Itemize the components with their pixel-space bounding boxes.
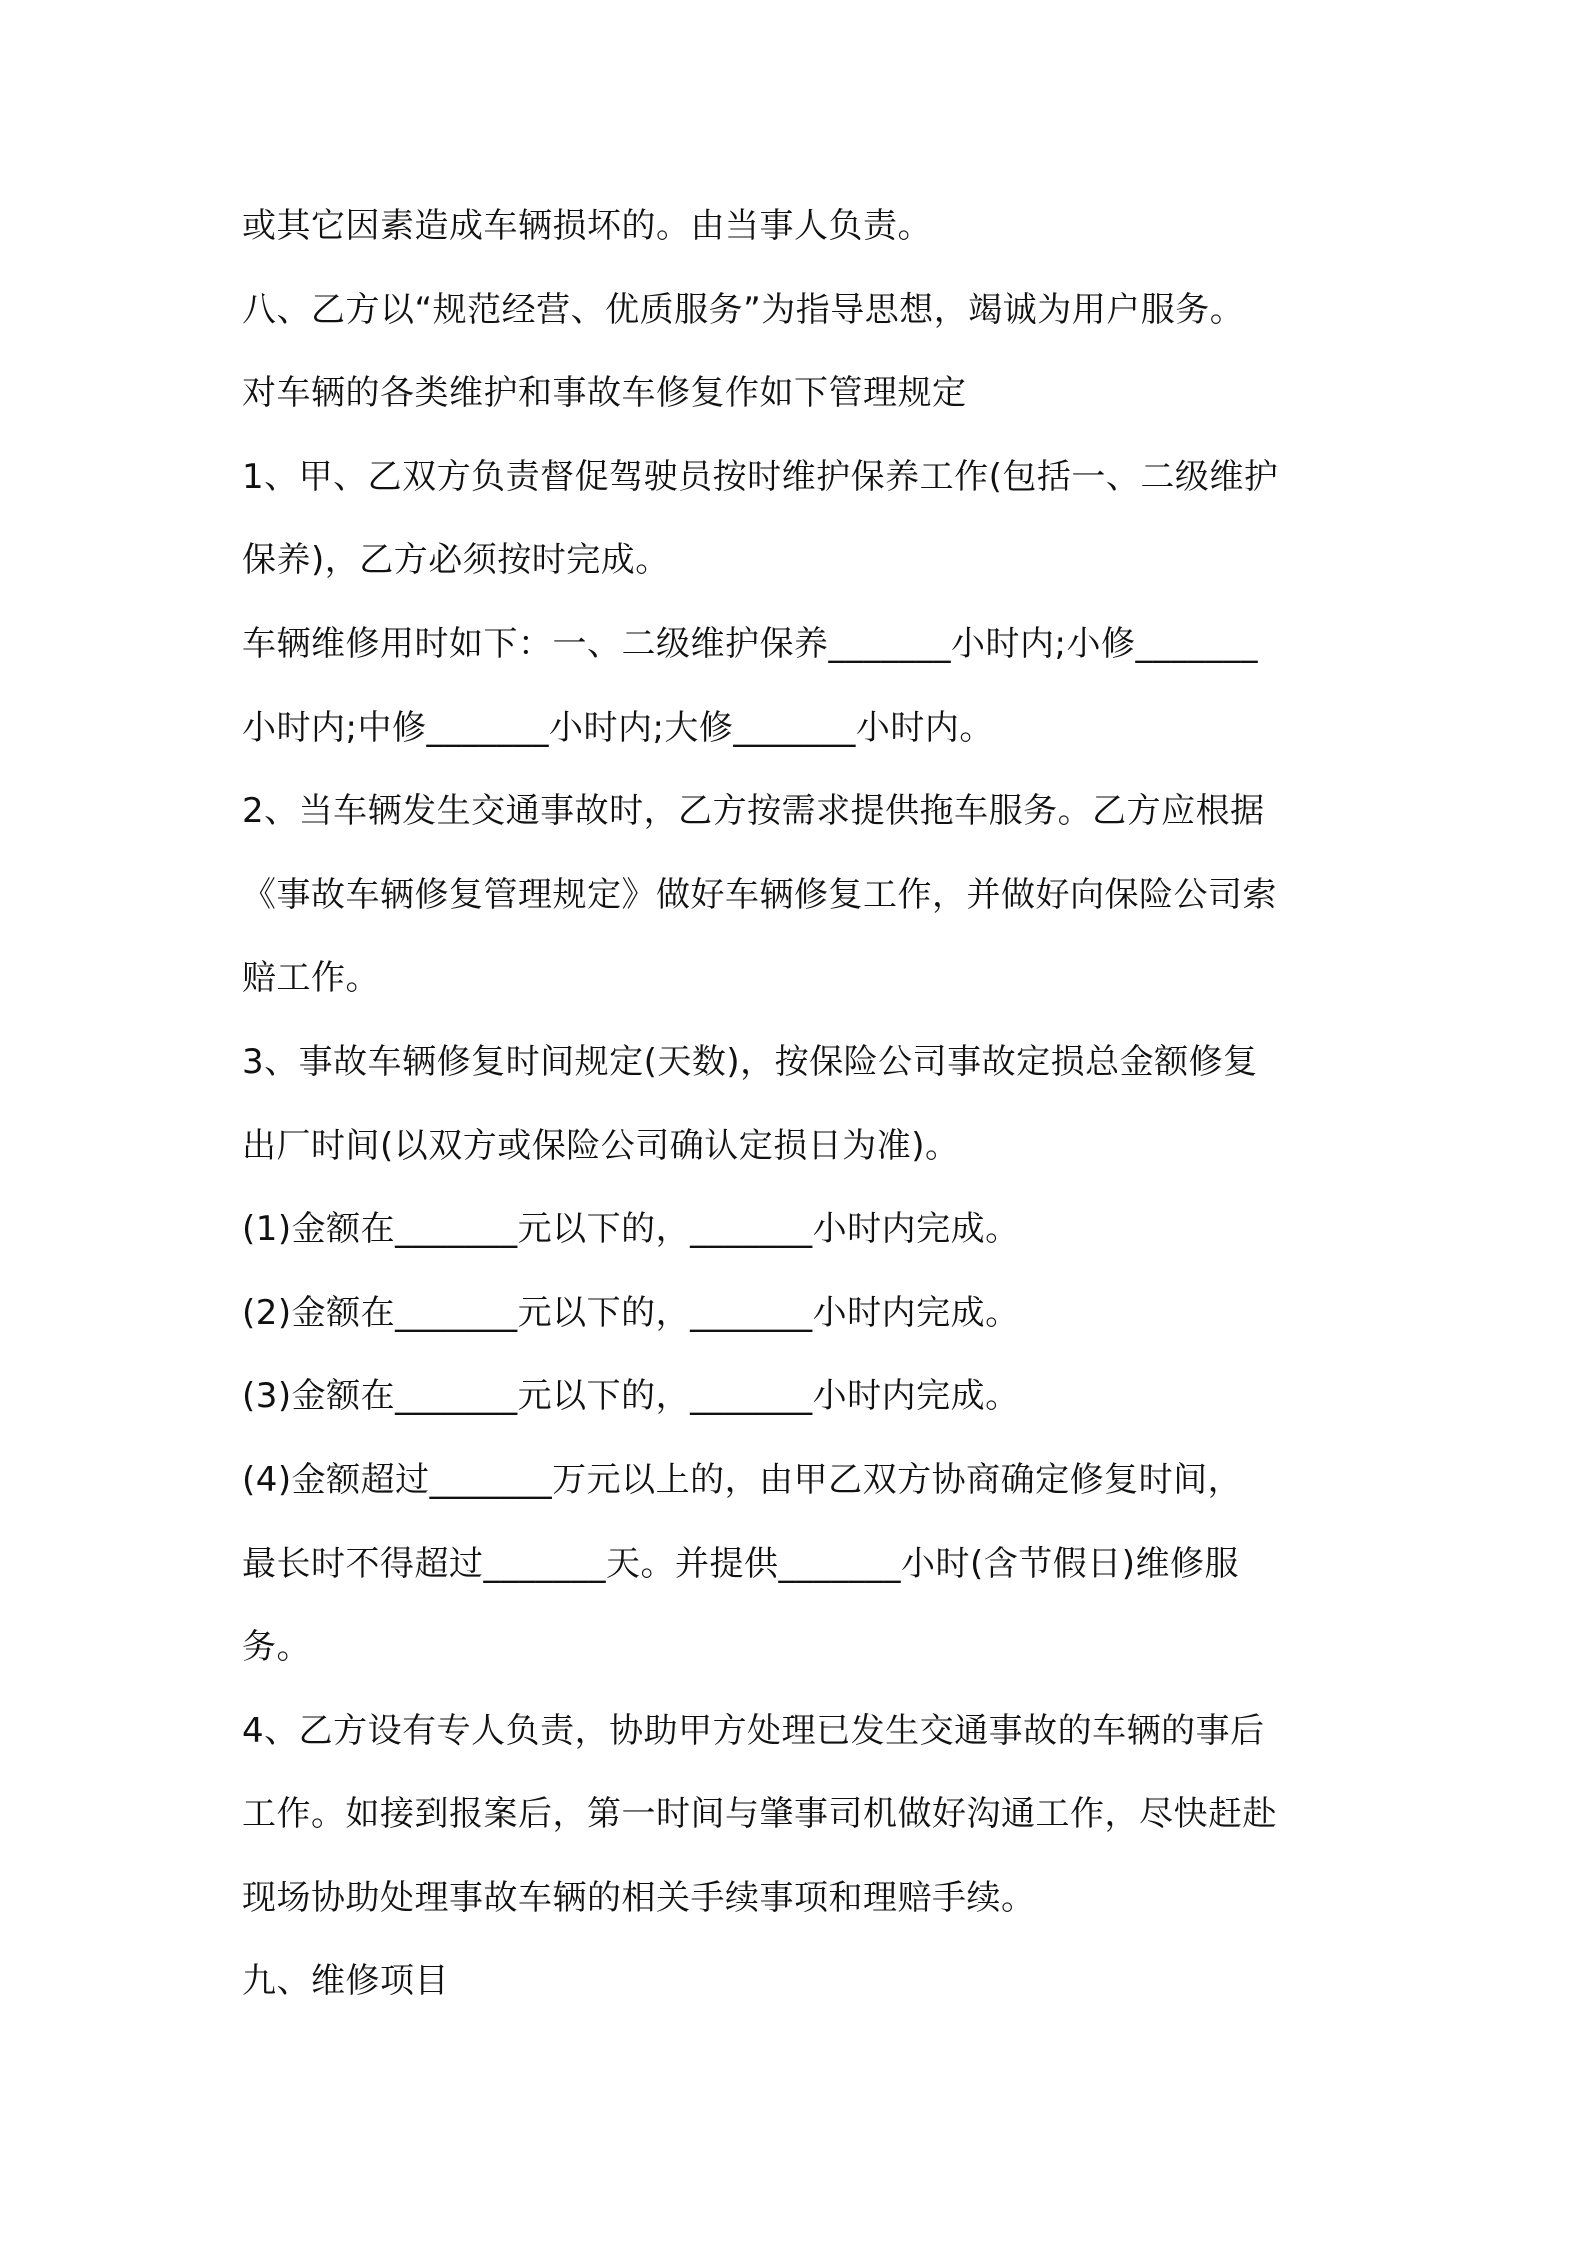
text-line: 最长时不得超过_______天。并提供_______小时(含节假日)维修服 <box>242 1543 1240 1584</box>
section-heading-9: 九、维修项目 <box>242 1961 449 2002</box>
clause-3: 3、事故车辆修复时间规定(天数)，按保险公司事故定损总金额修复 <box>242 1041 1258 1082</box>
sub-item-2: (2)金额在_______元以下的，_______小时内完成。 <box>242 1292 1020 1333</box>
text-line: 《事故车辆修复管理规定》做好车辆修复工作，并做好向保险公司索 <box>242 874 1277 915</box>
document-body <box>242 185 1362 2024</box>
text-line: 现场协助处理事故车辆的相关手续事项和理赔手续。 <box>242 1877 1036 1918</box>
text-line: 车辆维修用时如下：一、二级维护保养_______小时内;小修_______ <box>242 623 1258 664</box>
sub-item-4: (4)金额超过_______万元以上的，由甲乙双方协商确定修复时间， <box>242 1459 1243 1500</box>
sub-item-3: (3)金额在_______元以下的，_______小时内完成。 <box>242 1376 1020 1417</box>
text-line: 对车辆的各类维护和事故车修复作如下管理规定 <box>242 373 967 414</box>
text-line: 或其它因素造成车辆损坏的。由当事人负责。 <box>242 206 932 246</box>
section-heading-8: 八、乙方以“规范经营、优质服务”为指导思想，竭诚为用户服务。 <box>242 289 1245 330</box>
text-line: 出厂时间(以双方或保险公司确认定损日为准)。 <box>242 1125 960 1166</box>
text-line: 工作。如接到报案后，第一时间与肇事司机做好沟通工作，尽快赶赴 <box>242 1794 1277 1835</box>
text-line: 务。 <box>242 1627 311 1668</box>
clause-1: 1、甲、乙双方负责督促驾驶员按时维护保养工作(包括一、二级维护 <box>242 456 1279 497</box>
text-line: 保养)，乙方必须按时完成。 <box>242 540 670 581</box>
sub-item-1: (1)金额在_______元以下的，_______小时内完成。 <box>242 1209 1020 1250</box>
text-line: 赔工作。 <box>242 958 380 999</box>
clause-2: 2、当车辆发生交通事故时，乙方按需求提供拖车服务。乙方应根据 <box>242 791 1265 832</box>
clause-4: 4、乙方设有专人负责，协助甲方处理已发生交通事故的车辆的事后 <box>242 1710 1265 1751</box>
text-line: 小时内;中修_______小时内;大修_______小时内。 <box>242 707 994 748</box>
